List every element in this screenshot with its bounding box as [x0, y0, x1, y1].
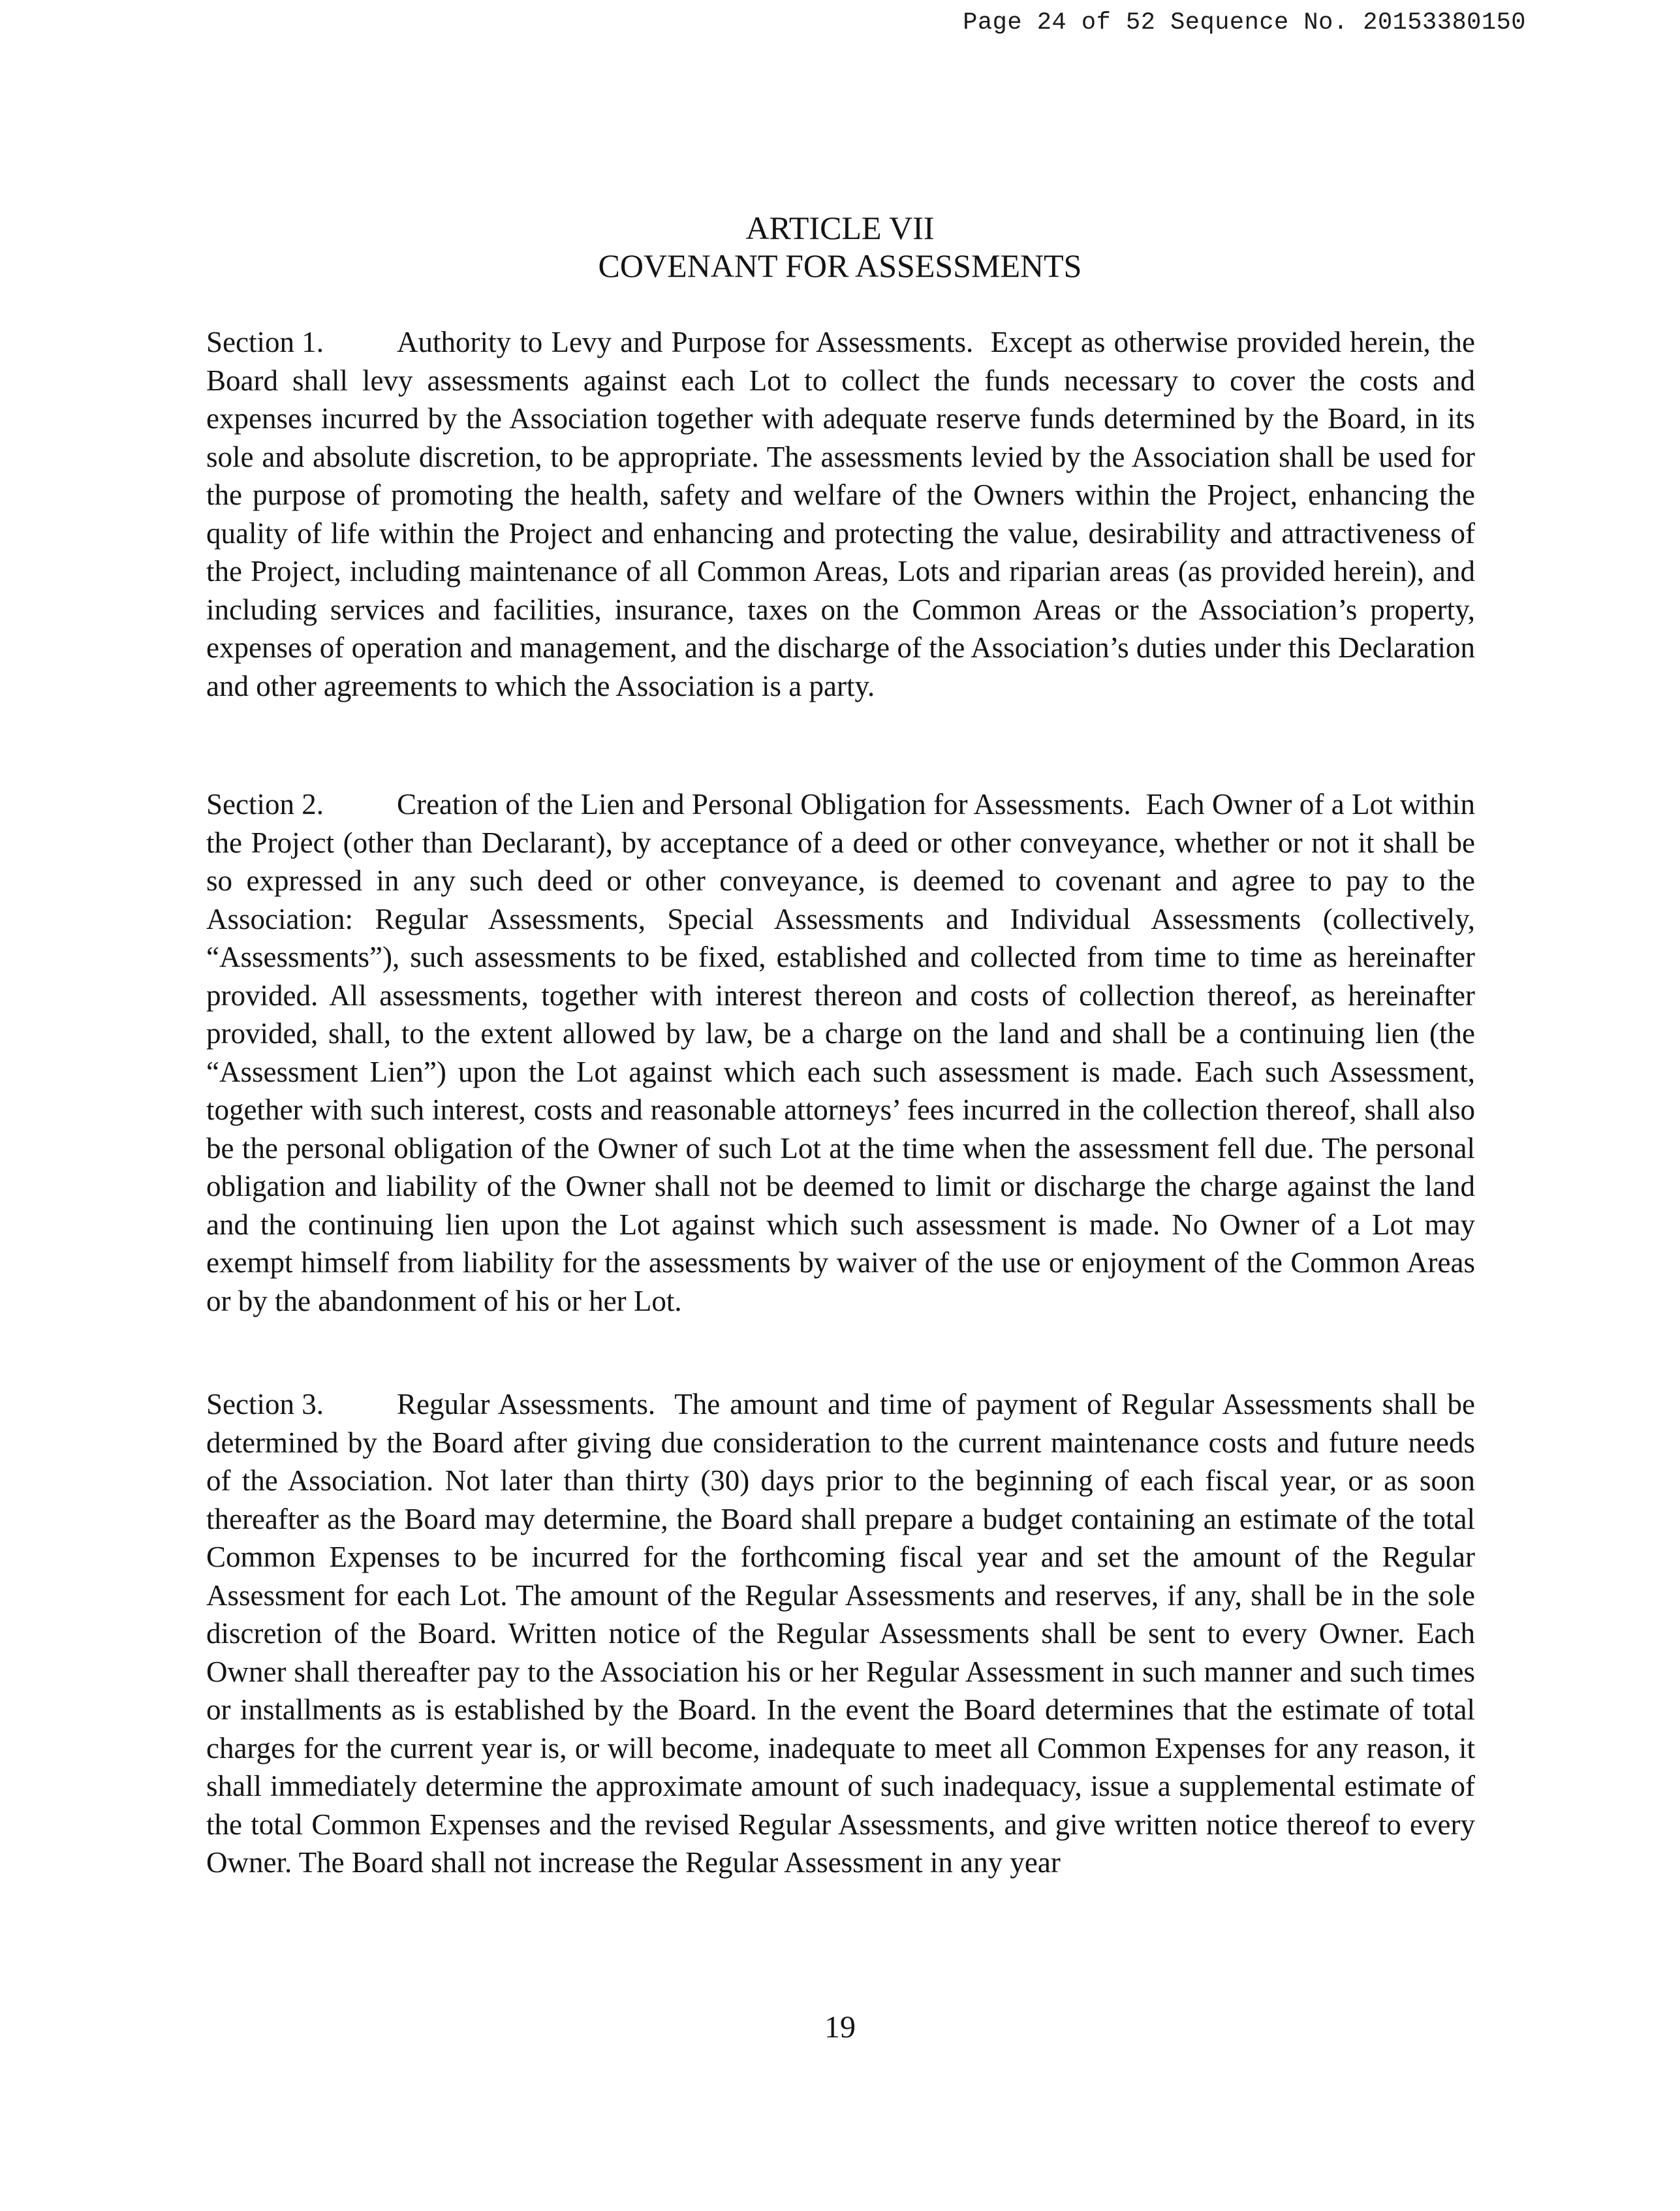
- section-2-label: Section 2.: [206, 788, 324, 821]
- page-number: 19: [824, 2010, 856, 2045]
- section-1-paragraph: [206, 323, 1475, 705]
- section-2-paragraph: [206, 785, 1475, 1320]
- section-2-heading: Creation of the Lien and Personal Obligation for Assessments.: [397, 788, 1131, 821]
- section-3-paragraph: [206, 1385, 1475, 1882]
- section-1-label: Section 1.: [206, 326, 324, 358]
- section-3-label: Section 3.: [206, 1388, 324, 1420]
- section-3-heading: Regular Assessments.: [397, 1388, 656, 1420]
- section-3-text: The amount and time of payment of Regular Assessments shall be determined by the Board after giving due consideration to the current maintenance costs and future needs of the Association. Not later than thirty (30) days prior to the beginning of each fiscal year, or as soon thereafter as the Board may determine, the Board shall prepare a budget containing an estimate of the total Common Expenses to be incurred for the forthcoming fiscal year and set the amount of the Regular Assessment for each Lot. The amount of the Regular Assessments and reserves, if any, shall be in the sole discretion of the Board. Written notice of the Regular Assessments shall be sent to every Owner. Each Owner shall thereafter pay to the Association his or her Regular Assessment in such manner and such times or installments as is established by the Board. In the event the Board determines that the estimate of total charges for the current year is, or will become, inadequate to meet all Common Expenses for any reason, it shall immediately determine the approximate amount of such inadequacy, issue a supplemental estimate of the total Common Expenses and the revised Regular Assessments, and give written notice thereof to every Owner. The Board shall not increase the Regular Assessment in any year: [206, 1388, 1476, 1879]
- section-1-heading: Authority to Levy and Purpose for Assessments.: [397, 326, 974, 358]
- page-sequence-stamp: Page 24 of 52 Sequence No. 20153380150: [963, 9, 1526, 37]
- section-2-text: Each Owner of a Lot within the Project (other than Declarant), by acceptance of a deed or other conveyance, whether or not it shall be so expressed in any such deed or other conveyance, is deemed to covenant and agree to pay to the Association: Regular Assessments, Special Assessments and Individual Assessments (collectively, “Assessments”), such assessments to be fixed, established and collected from time to time as hereinafter provided. All assessments, together with interest thereon and costs of collection thereof, as hereinafter provided, shall, to the extent allowed by law, be a charge on the land and shall be a continuing lien (the “Assessment Lien”) upon the Lot against which each such assessment is made. Each such Assessment, together with such interest, costs and reasonable attorneys’ fees incurred in the collection thereof, shall also be the personal obligation of the Owner of such Lot at the time when the assessment fell due. The personal obligation and liability of the Owner shall not be deemed to limit or discharge the charge against the land and the continuing lien upon the Lot against which such assessment is made. No Owner of a Lot may exempt himself from liability for the assessments by waiver of the use or enjoyment of the Common Areas or by the abandonment of his or her Lot.: [206, 788, 1475, 1317]
- section-3: [206, 1385, 1475, 1882]
- section-1: [206, 323, 1475, 705]
- article-title: COVENANT FOR ASSESSMENTS: [598, 247, 1082, 284]
- article-number: ARTICLE VII: [745, 210, 935, 246]
- section-1-text: Except as otherwise provided herein, the Board shall levy assessments against each Lot to collect the funds necessary to cover the costs and expenses incurred by the Association together with adequate reserve funds determined by the Board, in its sole and absolute discretion, to be appropriate. The assessments levied by the Association shall be used for the purpose of promoting the health, safety and welfare of the Owners within the Project, enhancing the quality of life within the Project and enhancing and protecting the value, desirability and attractiveness of the Project, including maintenance of all Common Areas, Lots and riparian areas (as provided herein), and including services and facilities, insurance, taxes on the Common Areas or the Association’s property, expenses of operation and management, and the discharge of the Association’s duties under this Declaration and other agreements to which the Association is a party.: [206, 326, 1476, 702]
- section-2: [206, 785, 1475, 1320]
- article-heading: [0, 209, 1680, 285]
